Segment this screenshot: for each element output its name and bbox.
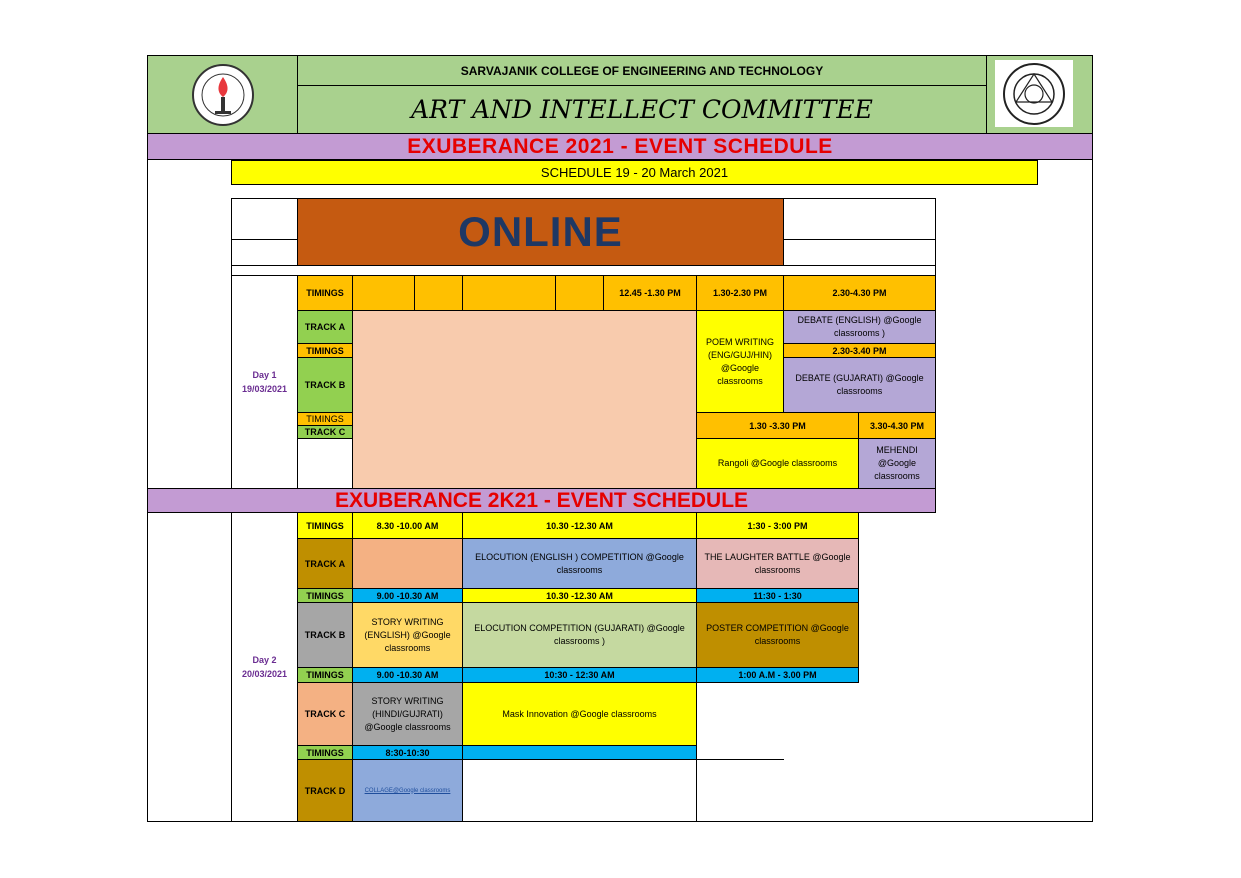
day2-mask-innovation: Mask Innovation @Google classrooms bbox=[462, 682, 697, 746]
day2-td2-empty bbox=[462, 745, 697, 760]
day2-td1: 8:30-10:30 bbox=[352, 745, 463, 760]
day2-tb1: 9.00 -10.30 AM bbox=[352, 588, 463, 603]
day1-time-empty-2 bbox=[414, 275, 463, 311]
college-logo-icon bbox=[191, 63, 255, 127]
day2-tb2: 10.30 -12.30 AM bbox=[462, 588, 697, 603]
day1-time-empty-3 bbox=[462, 275, 556, 311]
committee-name: ART AND INTELLECT COMMITTEE bbox=[297, 85, 987, 134]
day2-ta1: 8.30 -10.00 AM bbox=[352, 512, 463, 539]
day2-collage[interactable]: COLLAGE@Google classrooms bbox=[352, 759, 463, 822]
college-name: SARVAJANIK COLLEGE OF ENGINEERING AND TECHNOLOGY bbox=[297, 55, 987, 86]
day1-track-c-empty bbox=[297, 438, 353, 489]
day2-tc3: 1:00 A.M - 3.00 PM bbox=[696, 667, 859, 683]
day2-story-writing-hindi: STORY WRITING (HINDI/GUJRATI) @Google classrooms bbox=[352, 682, 463, 746]
schedule-dates: SCHEDULE 19 - 20 March 2021 bbox=[231, 160, 1038, 185]
day1-debate-english: DEBATE (ENGLISH) @Google classrooms ) bbox=[783, 310, 936, 344]
day1-time-1: 12.45 -1.30 PM bbox=[603, 275, 697, 311]
left-logo-cell bbox=[147, 55, 298, 134]
day1-poem-writing: POEM WRITING (ENG/GUJ/HIN) @Google classrooms bbox=[696, 310, 784, 413]
day2-track-b: TRACK B bbox=[297, 602, 353, 668]
day2-timings-a: TIMINGS bbox=[297, 512, 353, 539]
event-schedule-banner: EXUBERANCE 2021 - EVENT SCHEDULE bbox=[147, 133, 1093, 160]
day1-time-empty-1 bbox=[352, 275, 415, 311]
day1-track-a: TRACK A bbox=[297, 310, 353, 344]
right-logo-cell bbox=[986, 55, 1093, 134]
day2-timings-d: TIMINGS bbox=[297, 745, 353, 760]
day1-time-3: 2.30-4.30 PM bbox=[783, 275, 936, 311]
day2-elocution-english: ELOCUTION (ENGLISH ) COMPETITION @Google classrooms bbox=[462, 538, 697, 589]
online-right-top bbox=[783, 198, 936, 240]
day2-track-c: TRACK C bbox=[297, 682, 353, 746]
day2-track-a-empty bbox=[352, 538, 463, 589]
day2-elocution-gujarati: ELOCUTION COMPETITION (GUJARATI) @Google classrooms ) bbox=[462, 602, 697, 668]
day1-timings-label: TIMINGS bbox=[297, 275, 353, 311]
day2-tc1: 9.00 -10.30 AM bbox=[352, 667, 463, 683]
day2-date: 20/03/2021 bbox=[241, 669, 288, 679]
day1-label: Day 1 bbox=[252, 370, 277, 380]
day1-time-empty-4 bbox=[555, 275, 604, 311]
day2-label: Day 2 bbox=[252, 655, 277, 665]
day1-track-b: TRACK B bbox=[297, 357, 353, 413]
day2-cell bbox=[231, 512, 298, 822]
day2-timings-b: TIMINGS bbox=[297, 588, 353, 603]
online-left-top bbox=[231, 198, 298, 240]
online-left-mid bbox=[231, 239, 298, 266]
day2-timings-c: TIMINGS bbox=[297, 667, 353, 683]
day2-track-d-empty bbox=[462, 759, 697, 822]
day2-ta2: 10.30 -12.30 AM bbox=[462, 512, 697, 539]
day2-ta3: 1:30 - 3:00 PM bbox=[696, 512, 859, 539]
day2-track-a: TRACK A bbox=[297, 538, 353, 589]
committee-logo-icon bbox=[1002, 62, 1066, 126]
day2-story-writing-english: STORY WRITING (ENGLISH) @Google classrooms bbox=[352, 602, 463, 668]
day1-cell bbox=[231, 275, 298, 489]
day1-debate-guj-time: 2.30-3.40 PM bbox=[783, 343, 936, 358]
day1-mehendi-time: 3.30-4.30 PM bbox=[858, 412, 936, 439]
event-schedule-banner-2k21: EXUBERANCE 2K21 - EVENT SCHEDULE bbox=[147, 488, 936, 513]
day1-track-c: TRACK C bbox=[297, 425, 353, 439]
day2-tc2: 10:30 - 12:30 AM bbox=[462, 667, 697, 683]
day2-laughter-battle: THE LAUGHTER BATTLE @Google classrooms bbox=[696, 538, 859, 589]
day1-debate-gujarati: DEBATE (GUJARATI) @Google classrooms bbox=[783, 357, 936, 413]
day2-track-d-line bbox=[696, 759, 784, 760]
online-right-mid bbox=[783, 239, 936, 266]
day1-date: 19/03/2021 bbox=[241, 384, 288, 394]
online-banner: ONLINE bbox=[297, 198, 784, 266]
day2-tb3: 11:30 - 1:30 bbox=[696, 588, 859, 603]
day2-poster-competition: POSTER COMPETITION @Google classrooms bbox=[696, 602, 859, 668]
day1-timings-3: TIMINGS bbox=[297, 412, 353, 426]
day1-mehendi: MEHENDI @Google classrooms bbox=[858, 438, 936, 489]
day1-timings-2: TIMINGS bbox=[297, 343, 353, 358]
day1-rangoli: Rangoli @Google classrooms bbox=[696, 438, 859, 489]
day1-time-2: 1.30-2.30 PM bbox=[696, 275, 784, 311]
day1-empty-block bbox=[352, 310, 697, 489]
day2-track-d: TRACK D bbox=[297, 759, 353, 822]
day1-rangoli-time: 1.30 -3.30 PM bbox=[696, 412, 859, 439]
